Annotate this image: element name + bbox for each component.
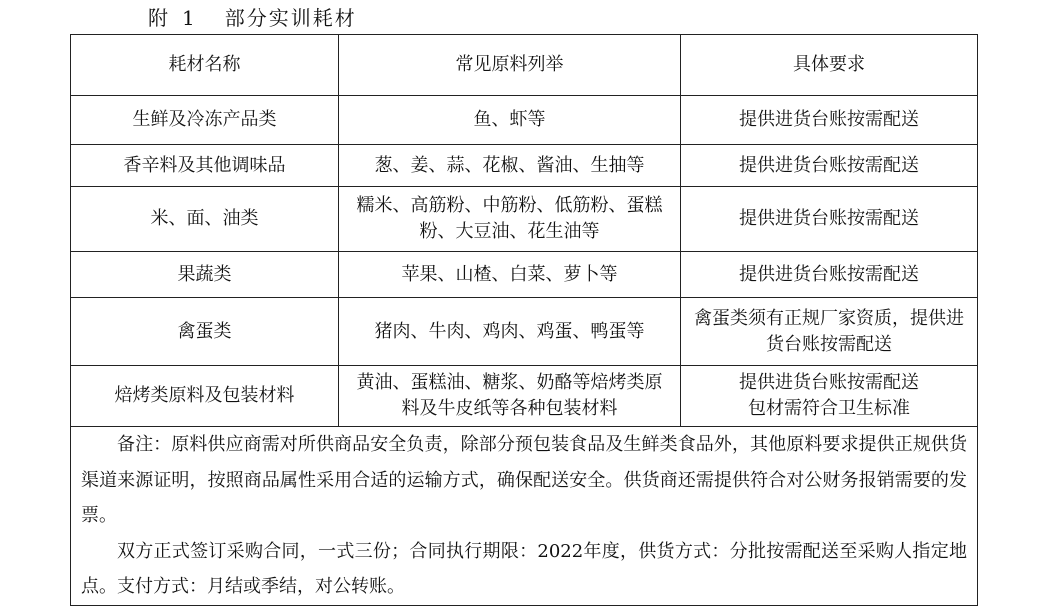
- requirement-line: 包材需符合卫生标准: [748, 398, 910, 419]
- appendix-label: 附: [148, 6, 170, 30]
- remarks-paragraph: 备注：原料供应商需对所供商品安全负责，除部分预包装食品及生鲜类食品外，其他原料要求提供正规供货渠道来源证明，按照商品属性采用合适的运输方式，确保配送安全。供货商还需提供符合对公财务报销需要的发票。: [81, 434, 967, 526]
- table-header-row: [71, 35, 978, 96]
- requirement-cell: 提供进货台账按需配送: [681, 145, 978, 187]
- table-row: [71, 96, 978, 145]
- header-examples: 常见原料列举: [339, 35, 681, 96]
- notes-cell: [71, 427, 978, 606]
- examples-cell: 苹果、山楂、白菜、萝卜等: [339, 252, 681, 298]
- requirement-cell: 提供进货台账按需配送: [681, 252, 978, 298]
- material-name-cell: 生鲜及冷冻产品类: [71, 96, 339, 145]
- materials-table: [70, 34, 978, 606]
- appendix-heading: [148, 4, 357, 32]
- table-row: [71, 366, 978, 427]
- requirement-line: 提供进货台账按需配送: [739, 372, 919, 393]
- appendix-title: 部分实训耗材: [224, 6, 357, 30]
- header-material-name: 耗材名称: [71, 35, 339, 96]
- requirement-cell: 提供进货台账按需配送: [681, 187, 978, 252]
- examples-cell: 鱼、虾等: [339, 96, 681, 145]
- appendix-number: 1: [182, 6, 195, 30]
- material-name-cell: 禽蛋类: [71, 298, 339, 366]
- material-name-cell: 米、面、油类: [71, 187, 339, 252]
- examples-cell: 黄油、蛋糕油、糖浆、奶酪等焙烤类原料及牛皮纸等各种包装材料: [339, 366, 681, 427]
- examples-cell: 猪肉、牛肉、鸡肉、鸡蛋、鸭蛋等: [339, 298, 681, 366]
- table-row: [71, 252, 978, 298]
- requirement-cell: 禽蛋类须有正规厂家资质，提供进货台账按需配送: [681, 298, 978, 366]
- contract-terms-paragraph: 双方正式签订采购合同，一式三份；合同执行期限：2022年度，供货方式：分批按需配送至采购人指定地点。支付方式：月结或季结，对公转账。: [81, 540, 967, 597]
- header-requirements: 具体要求: [681, 35, 978, 96]
- table-row: [71, 298, 978, 366]
- examples-cell: 糯米、高筋粉、中筋粉、低筋粉、蛋糕粉、大豆油、花生油等: [339, 187, 681, 252]
- table-row: [71, 145, 978, 187]
- table-row: [71, 187, 978, 252]
- examples-cell: 葱、姜、蒜、花椒、酱油、生抽等: [339, 145, 681, 187]
- requirement-cell: 提供进货台账按需配送: [681, 96, 978, 145]
- requirement-cell: [681, 366, 978, 427]
- material-name-cell: 果蔬类: [71, 252, 339, 298]
- material-name-cell: 香辛料及其他调味品: [71, 145, 339, 187]
- notes-row: [71, 427, 978, 606]
- material-name-cell: 焙烤类原料及包装材料: [71, 366, 339, 427]
